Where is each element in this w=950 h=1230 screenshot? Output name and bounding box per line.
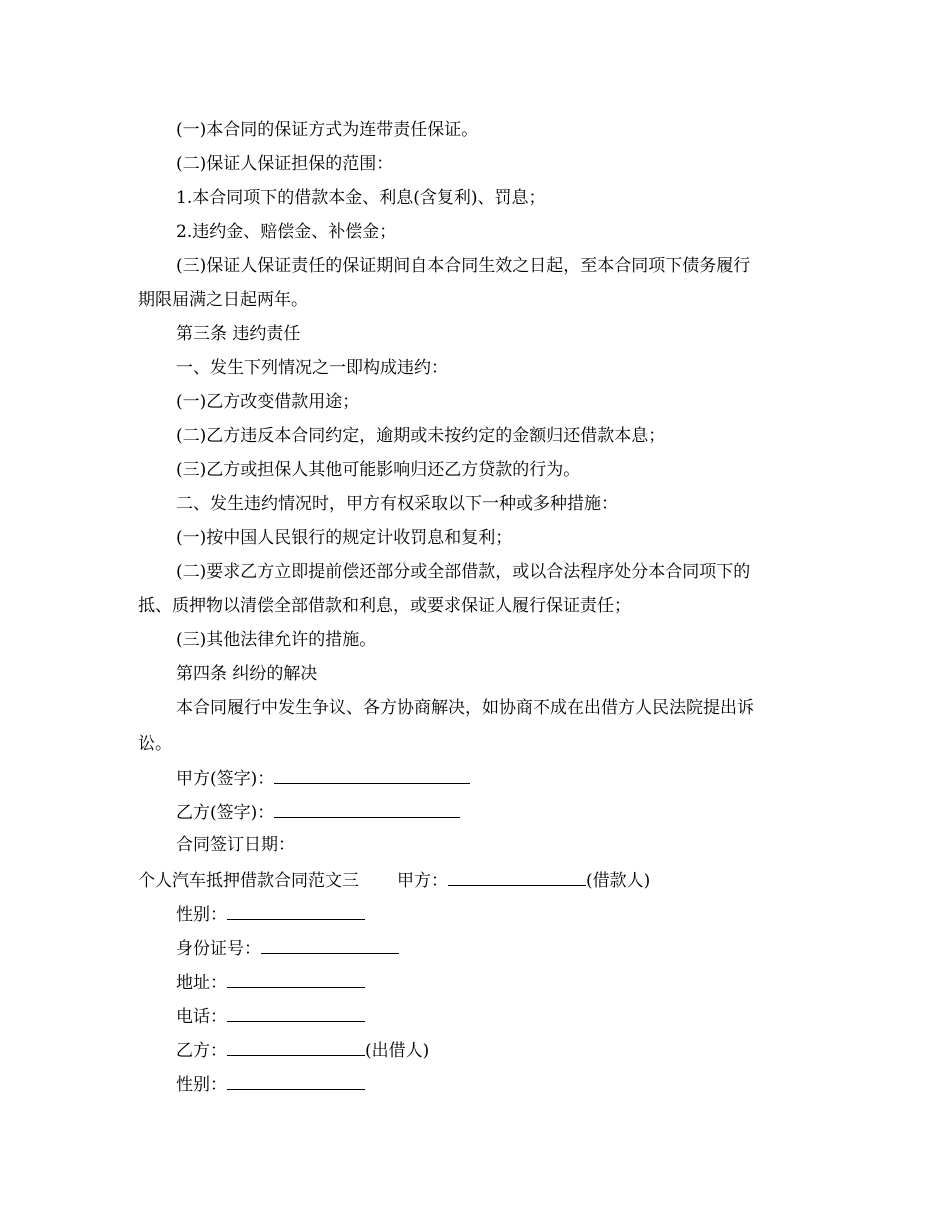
clause-line: (一)按中国人民银行的规定计收罚息和复利； [176,528,513,548]
party-a-signature-label: 甲方(签字)： [176,769,275,789]
party-a-label: 甲方： [397,871,448,891]
clause-line: 抵、质押物以清偿全部借款和利息，或要求保证人履行保证责任； [138,596,631,616]
clause-line: 二、发生违约情况时，甲方有权采取以下一种或多种措施： [176,494,618,514]
phone-blank [227,1004,365,1022]
party-b-signature-label: 乙方(签字)： [176,803,275,823]
clause-line: (二)保证人保证担保的范围： [176,154,394,174]
clause-line: (一)本合同的保证方式为连带责任保证。 [176,120,479,140]
address-blank [227,970,365,988]
id-number-blank [261,936,399,954]
id-number-field [176,936,856,960]
gender-blank-2 [227,1072,365,1090]
gender-label: 性别： [176,905,227,925]
next-contract-header [138,868,818,892]
address-label: 地址： [176,973,227,993]
phone-field [176,1004,856,1028]
phone-label: 电话： [176,1007,227,1027]
party-b-signature [176,800,856,824]
next-contract-title: 个人汽车抵押借款合同范文三 [138,871,359,891]
clause-line: (三)乙方或担保人其他可能影响归还乙方贷款的行为。 [176,460,581,480]
clause-line: 本合同履行中发生争议、各方协商解决，如协商不成在出借方人民法院提出诉 [176,698,754,718]
article-heading: 第三条 违约责任 [176,324,301,344]
party-a-signature [176,766,856,790]
party-b-label: 乙方： [176,1041,227,1061]
clause-line: (三)保证人保证责任的保证期间自本合同生效之日起，至本合同项下债务履行 [176,256,751,276]
clause-line: (一)乙方改变借款用途； [176,392,360,412]
party-b-role: (出借人) [365,1041,430,1061]
clause-line: (三)其他法律允许的措施。 [176,630,377,650]
clause-line: 1.本合同项下的借款本金、利息(含复利)、罚息； [176,188,546,208]
gender-field [176,902,856,926]
clause-line: (二)要求乙方立即提前偿还部分或全部借款，或以合法程序处分本合同项下的 [176,562,751,582]
gender-label-2: 性别： [176,1075,227,1095]
clause-line: 2.违约金、赔偿金、补偿金； [176,222,397,242]
address-field [176,970,856,994]
gender-field-2 [176,1072,856,1096]
signing-date: 合同签订日期： [176,835,295,855]
id-number-label: 身份证号： [176,939,261,959]
party-b-blank [227,1038,365,1056]
clause-line: 讼。 [138,734,172,754]
party-b-field [176,1038,856,1062]
article-heading: 第四条 纠纷的解决 [176,664,318,684]
clause-line: 期限届满之日起两年。 [138,290,308,310]
party-a-blank [448,868,586,886]
clause-line: (二)乙方违反本合同约定，逾期或未按约定的金额归还借款本息； [176,426,666,446]
gender-blank [227,902,365,920]
party-a-signature-blank [274,766,470,784]
clause-line: 一、发生下列情况之一即构成违约： [176,358,448,378]
party-b-signature-blank [274,800,460,818]
party-a-role: (借款人) [586,871,651,891]
